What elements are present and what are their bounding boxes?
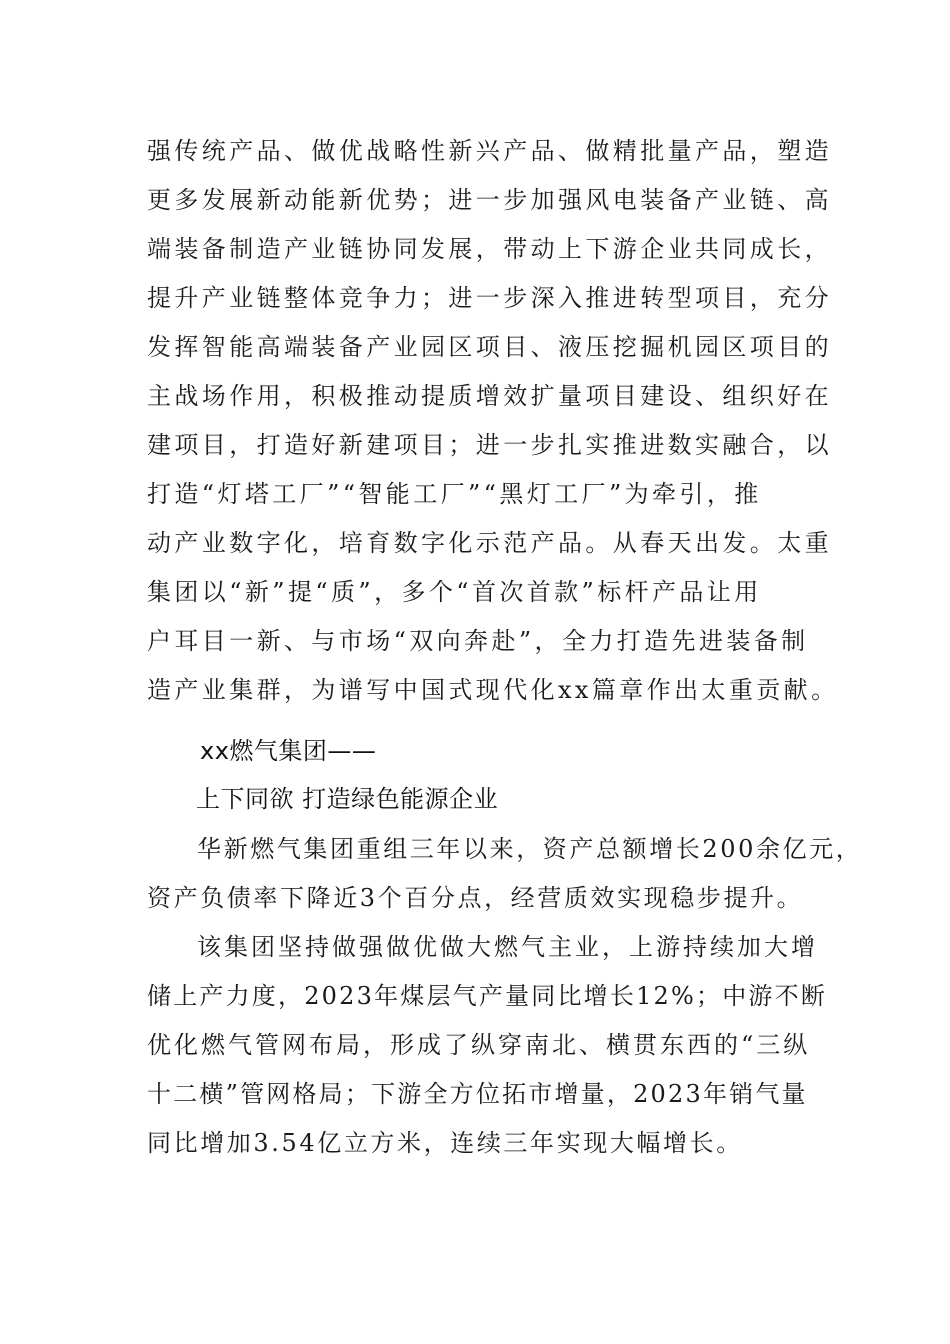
paragraph-line: 打造“灯塔工厂”“智能工厂”“黑灯工厂”为牵引，推 <box>147 480 762 508</box>
paragraph-line: 户耳目一新、与市场“双向奔赴”，全力打造先进装备制 <box>147 627 809 655</box>
paragraph-gas-group-overview <box>147 834 863 924</box>
paragraph-line: 强传统产品、做优战略性新兴产品、做精批量产品，塑造 <box>147 137 832 165</box>
paragraph-line: 该集团坚持做强做优做大燃气主业，上游持续加大增 <box>197 933 818 961</box>
paragraph-line: 造产业集群，为谱写中国式现代化xx篇章作出太重贡献。 <box>147 676 839 704</box>
paragraph-line: 动产业数字化，培育数字化示范产品。从春天出发。太重 <box>147 529 832 557</box>
paragraph-line: 资产负债率下降近3个百分点，经营质效实现稳步提升。 <box>147 884 804 912</box>
paragraph-line: 华新燃气集团重组三年以来，资产总额增长200余亿元， <box>197 835 863 863</box>
paragraph-line: 更多发展新动能新优势；进一步加强风电装备产业链、高 <box>147 186 832 214</box>
paragraph-line: 提升产业链整体竞争力；进一步深入推进转型项目，充分 <box>147 284 832 312</box>
paragraph-line: 同比增加3.54亿立方米，连续三年实现大幅增长。 <box>147 1129 743 1157</box>
paragraph-line: 发挥智能高端装备产业园区项目、液压挖掘机园区项目的 <box>147 333 832 361</box>
section-heading-company: xx燃气集团—— <box>200 737 377 765</box>
paragraph-line: 主战场作用，积极推动提质增效扩量项目建设、组织好在 <box>147 382 832 410</box>
paragraph-line: 储上产力度，2023年煤层气产量同比增长12%；中游不断 <box>147 982 828 1010</box>
section-heading-subtitle: 上下同欲 打造绿色能源企业 <box>196 785 499 813</box>
paragraph-line: 端装备制造产业链协同发展，带动上下游企业共同成长， <box>147 235 832 263</box>
paragraph-line: 十二横”管网格局；下游全方位拓市增量，2023年销气量 <box>147 1080 808 1108</box>
paragraph-gas-group-strategy <box>147 932 828 1192</box>
paragraph-taizhong-continuation <box>147 136 839 726</box>
paragraph-line: 优化燃气管网布局，形成了纵穿南北、横贯东西的“三纵 <box>147 1031 811 1059</box>
paragraph-line: 集团以“新”提“质”，多个“首次首款”标杆产品让用 <box>147 578 762 606</box>
paragraph-line: 建项目，打造好新建项目；进一步扎实推进数实融合，以 <box>147 431 832 459</box>
